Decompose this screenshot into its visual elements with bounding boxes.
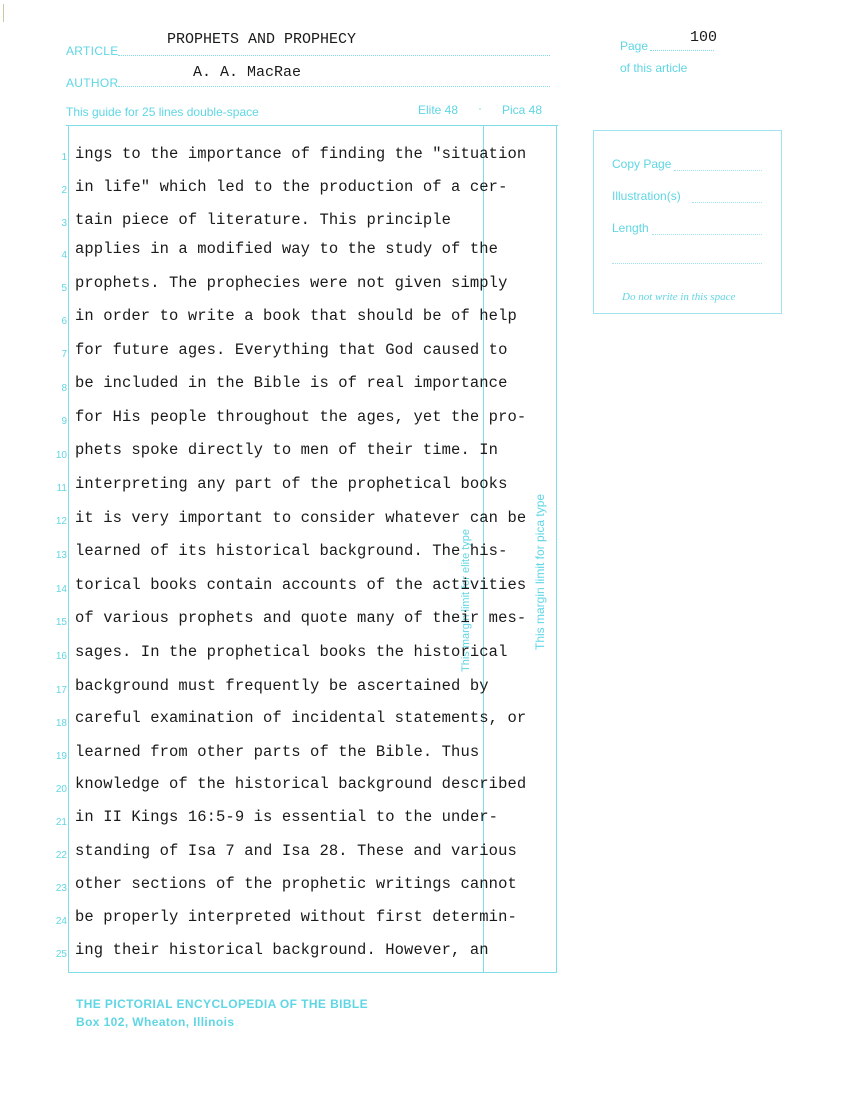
- pica-margin-line: [556, 126, 557, 972]
- body-line-19: learned from other parts of the Bible. Thus: [75, 743, 480, 761]
- line-no-11: 11: [56, 483, 67, 494]
- line-no-8: 8: [61, 383, 67, 394]
- body-line-25: ing their historical background. However, an: [75, 941, 489, 959]
- length-dots: [652, 234, 762, 235]
- body-line-3: tain piece of literature. This principle: [75, 211, 452, 229]
- line-no-18: 18: [55, 718, 67, 729]
- line-no-19: 19: [55, 751, 67, 762]
- body-line-23: other sections of the prophetic writings cannot: [75, 875, 517, 893]
- article-label: ARTICLE: [66, 44, 119, 58]
- body-line-12: it is very important to consider whatever can be: [75, 509, 527, 527]
- author-label: AUTHOR: [66, 76, 119, 90]
- editorial-box: [593, 130, 782, 314]
- elite-margin-label: This margin limit for elite type: [460, 528, 472, 672]
- line-no-5: 5: [61, 283, 67, 294]
- body-line-6: in order to write a book that should be of help: [75, 307, 517, 325]
- frame-left-line: [68, 126, 69, 972]
- page-label: Page: [620, 39, 649, 53]
- no-write-note: Do not write in this space: [622, 291, 736, 303]
- body-line-7: for future ages. Everything that God caused to: [75, 341, 508, 359]
- footer-address: Box 102, Wheaton, Illinois: [76, 1015, 235, 1029]
- body-line-17: background must frequently be ascertained by: [75, 677, 489, 695]
- line-no-14: 14: [55, 584, 67, 595]
- body-line-8: be included in the Bible is of real importance: [75, 374, 508, 392]
- blank-dots: [612, 263, 762, 264]
- guide-dot: ·: [478, 101, 482, 115]
- illustrations-dots: [692, 202, 762, 203]
- line-no-1: 1: [61, 152, 67, 163]
- page-underline: [650, 50, 714, 51]
- body-line-11: interpreting any part of the prophetical books: [75, 475, 508, 493]
- line-no-23: 23: [55, 883, 67, 894]
- author-underline: [118, 86, 550, 87]
- line-no-10: 10: [55, 450, 67, 461]
- body-line-1: ings to the importance of finding the "situation: [75, 145, 527, 163]
- guide-text: This guide for 25 lines double-space: [66, 105, 259, 119]
- body-line-9: for His people throughout the ages, yet the pro-: [75, 408, 527, 426]
- length-label: Length: [612, 221, 649, 235]
- body-line-14: torical books contain accounts of the activities: [75, 576, 527, 594]
- body-line-24: be properly interpreted without first determin-: [75, 908, 517, 926]
- line-no-12: 12: [55, 516, 67, 527]
- line-no-9: 9: [61, 416, 67, 427]
- line-no-22: 22: [55, 850, 67, 861]
- body-line-10: phets spoke directly to men of their time. In: [75, 441, 499, 459]
- pica-margin-label: This margin limit for pica type: [533, 493, 547, 650]
- body-line-16: sages. In the prophetical books the historical: [75, 643, 508, 661]
- line-no-20: 20: [55, 784, 67, 795]
- line-no-15: 15: [55, 617, 67, 628]
- pica-label: Pica 48: [502, 103, 543, 117]
- article-underline: [118, 55, 550, 56]
- line-no-16: 16: [55, 651, 67, 662]
- line-no-6: 6: [61, 316, 67, 327]
- line-no-17: 17: [55, 685, 67, 696]
- body-line-4: applies in a modified way to the study of the: [75, 240, 499, 258]
- frame-top: [66, 125, 558, 126]
- body-line-5: prophets. The prophecies were not given simply: [75, 274, 508, 292]
- line-no-21: 21: [55, 817, 67, 828]
- body-line-22: standing of Isa 7 and Isa 28. These and various: [75, 842, 517, 860]
- body-line-18: careful examination of incidental statements, or: [75, 709, 527, 727]
- body-line-2: in life" which led to the production of a cer-: [75, 178, 508, 196]
- scan-mark: [3, 4, 4, 22]
- illustrations-label: Illustration(s): [612, 189, 681, 203]
- page-sub-label: of this article: [620, 61, 688, 75]
- footer-publisher: THE PICTORIAL ENCYCLOPEDIA OF THE BIBLE: [76, 997, 369, 1011]
- line-no-3: 3: [61, 218, 67, 229]
- body-line-13: learned of its historical background. The his-: [75, 542, 508, 560]
- copy-page-dots: [674, 170, 762, 171]
- line-no-4: 4: [61, 250, 67, 261]
- frame-bottom: [68, 972, 557, 973]
- line-no-7: 7: [61, 349, 67, 360]
- article-title: PROPHETS AND PROPHECY: [167, 31, 357, 48]
- body-line-21: in II Kings 16:5-9 is essential to the under-: [75, 808, 499, 826]
- body-line-20: knowledge of the historical background described: [75, 775, 527, 793]
- line-no-2: 2: [61, 185, 67, 196]
- body-line-15: of various prophets and quote many of their mes-: [75, 609, 527, 627]
- elite-label: Elite 48: [418, 103, 459, 117]
- line-no-13: 13: [55, 550, 67, 561]
- line-no-24: 24: [55, 916, 67, 927]
- page-number: 100: [690, 29, 718, 46]
- copy-page-label: Copy Page: [612, 157, 672, 171]
- line-no-25: 25: [55, 949, 67, 960]
- author-name: A. A. MacRae: [193, 64, 302, 81]
